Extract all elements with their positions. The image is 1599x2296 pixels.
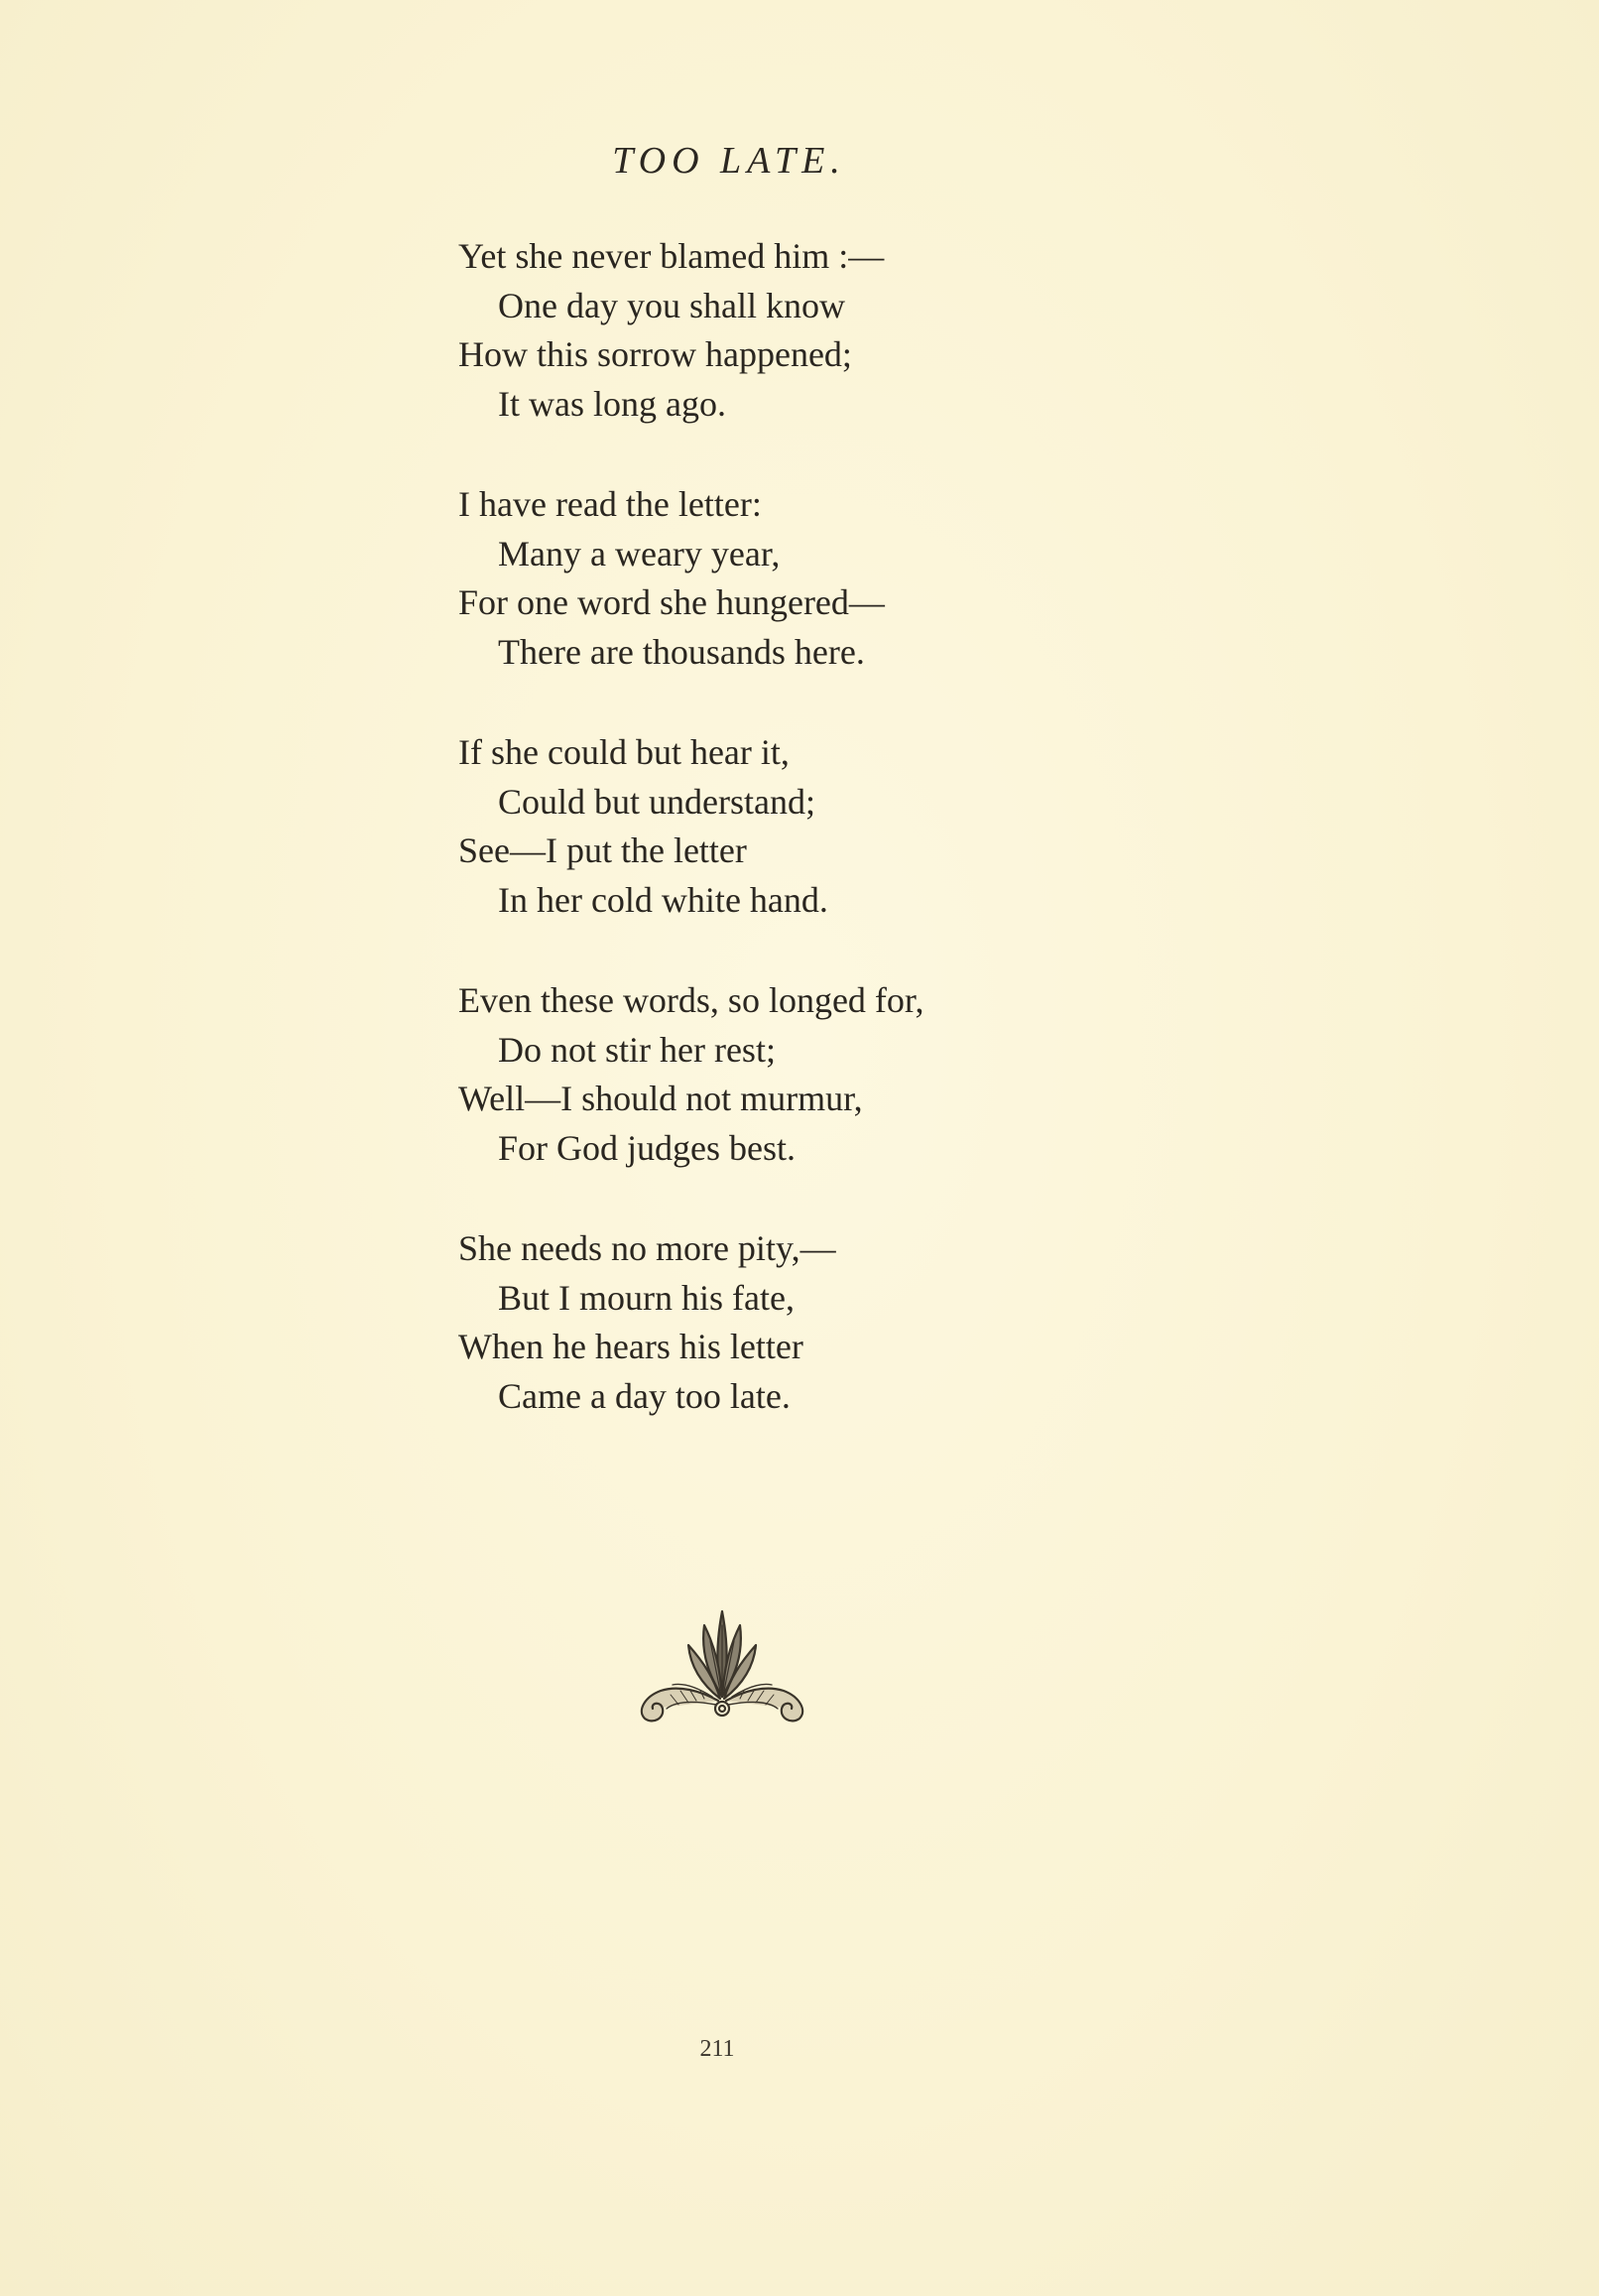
poem-line: Came a day too late. [498, 1375, 791, 1416]
poem-line: Do not stir her rest; [498, 1029, 776, 1070]
poem-line: See—I put the letter [458, 830, 747, 870]
poem-line: Even these words, so longed for, [458, 980, 924, 1020]
poem-line: For God judges best. [498, 1127, 796, 1168]
page-number: 211 [699, 2036, 735, 2062]
stanza-5 [458, 1224, 1351, 1421]
poem-line: Well—I should not murmur, [458, 1079, 863, 1118]
poem-line: For one word she hungered— [458, 582, 885, 622]
poem-line: I have read the letter: [458, 484, 762, 524]
poem-line: Many a weary year, [498, 533, 781, 574]
poem-line: There are thousands here. [498, 631, 865, 672]
stanza-1 [458, 232, 1351, 429]
poem-line: When he hears his letter [458, 1327, 803, 1366]
poem-line: Could but understand; [498, 781, 815, 822]
floral-ornament-icon [631, 1605, 813, 1726]
stanza-2 [458, 480, 1351, 677]
poem-line: But I mourn his fate, [498, 1277, 795, 1318]
stanza-4 [458, 976, 1351, 1173]
poem-line: One day you shall know [498, 285, 845, 325]
poem-line: How this sorrow happened; [458, 334, 852, 374]
poem-line: Yet she never blamed him :— [458, 236, 885, 276]
poem [458, 232, 1351, 1472]
poem-line: It was long ago. [498, 383, 726, 424]
poem-line: She needs no more pity,— [458, 1228, 836, 1268]
poem-line: If she could but hear it, [458, 732, 790, 772]
poem-line: In her cold white hand. [498, 879, 828, 920]
running-title: TOO LATE. [612, 140, 846, 182]
stanza-3 [458, 728, 1351, 925]
